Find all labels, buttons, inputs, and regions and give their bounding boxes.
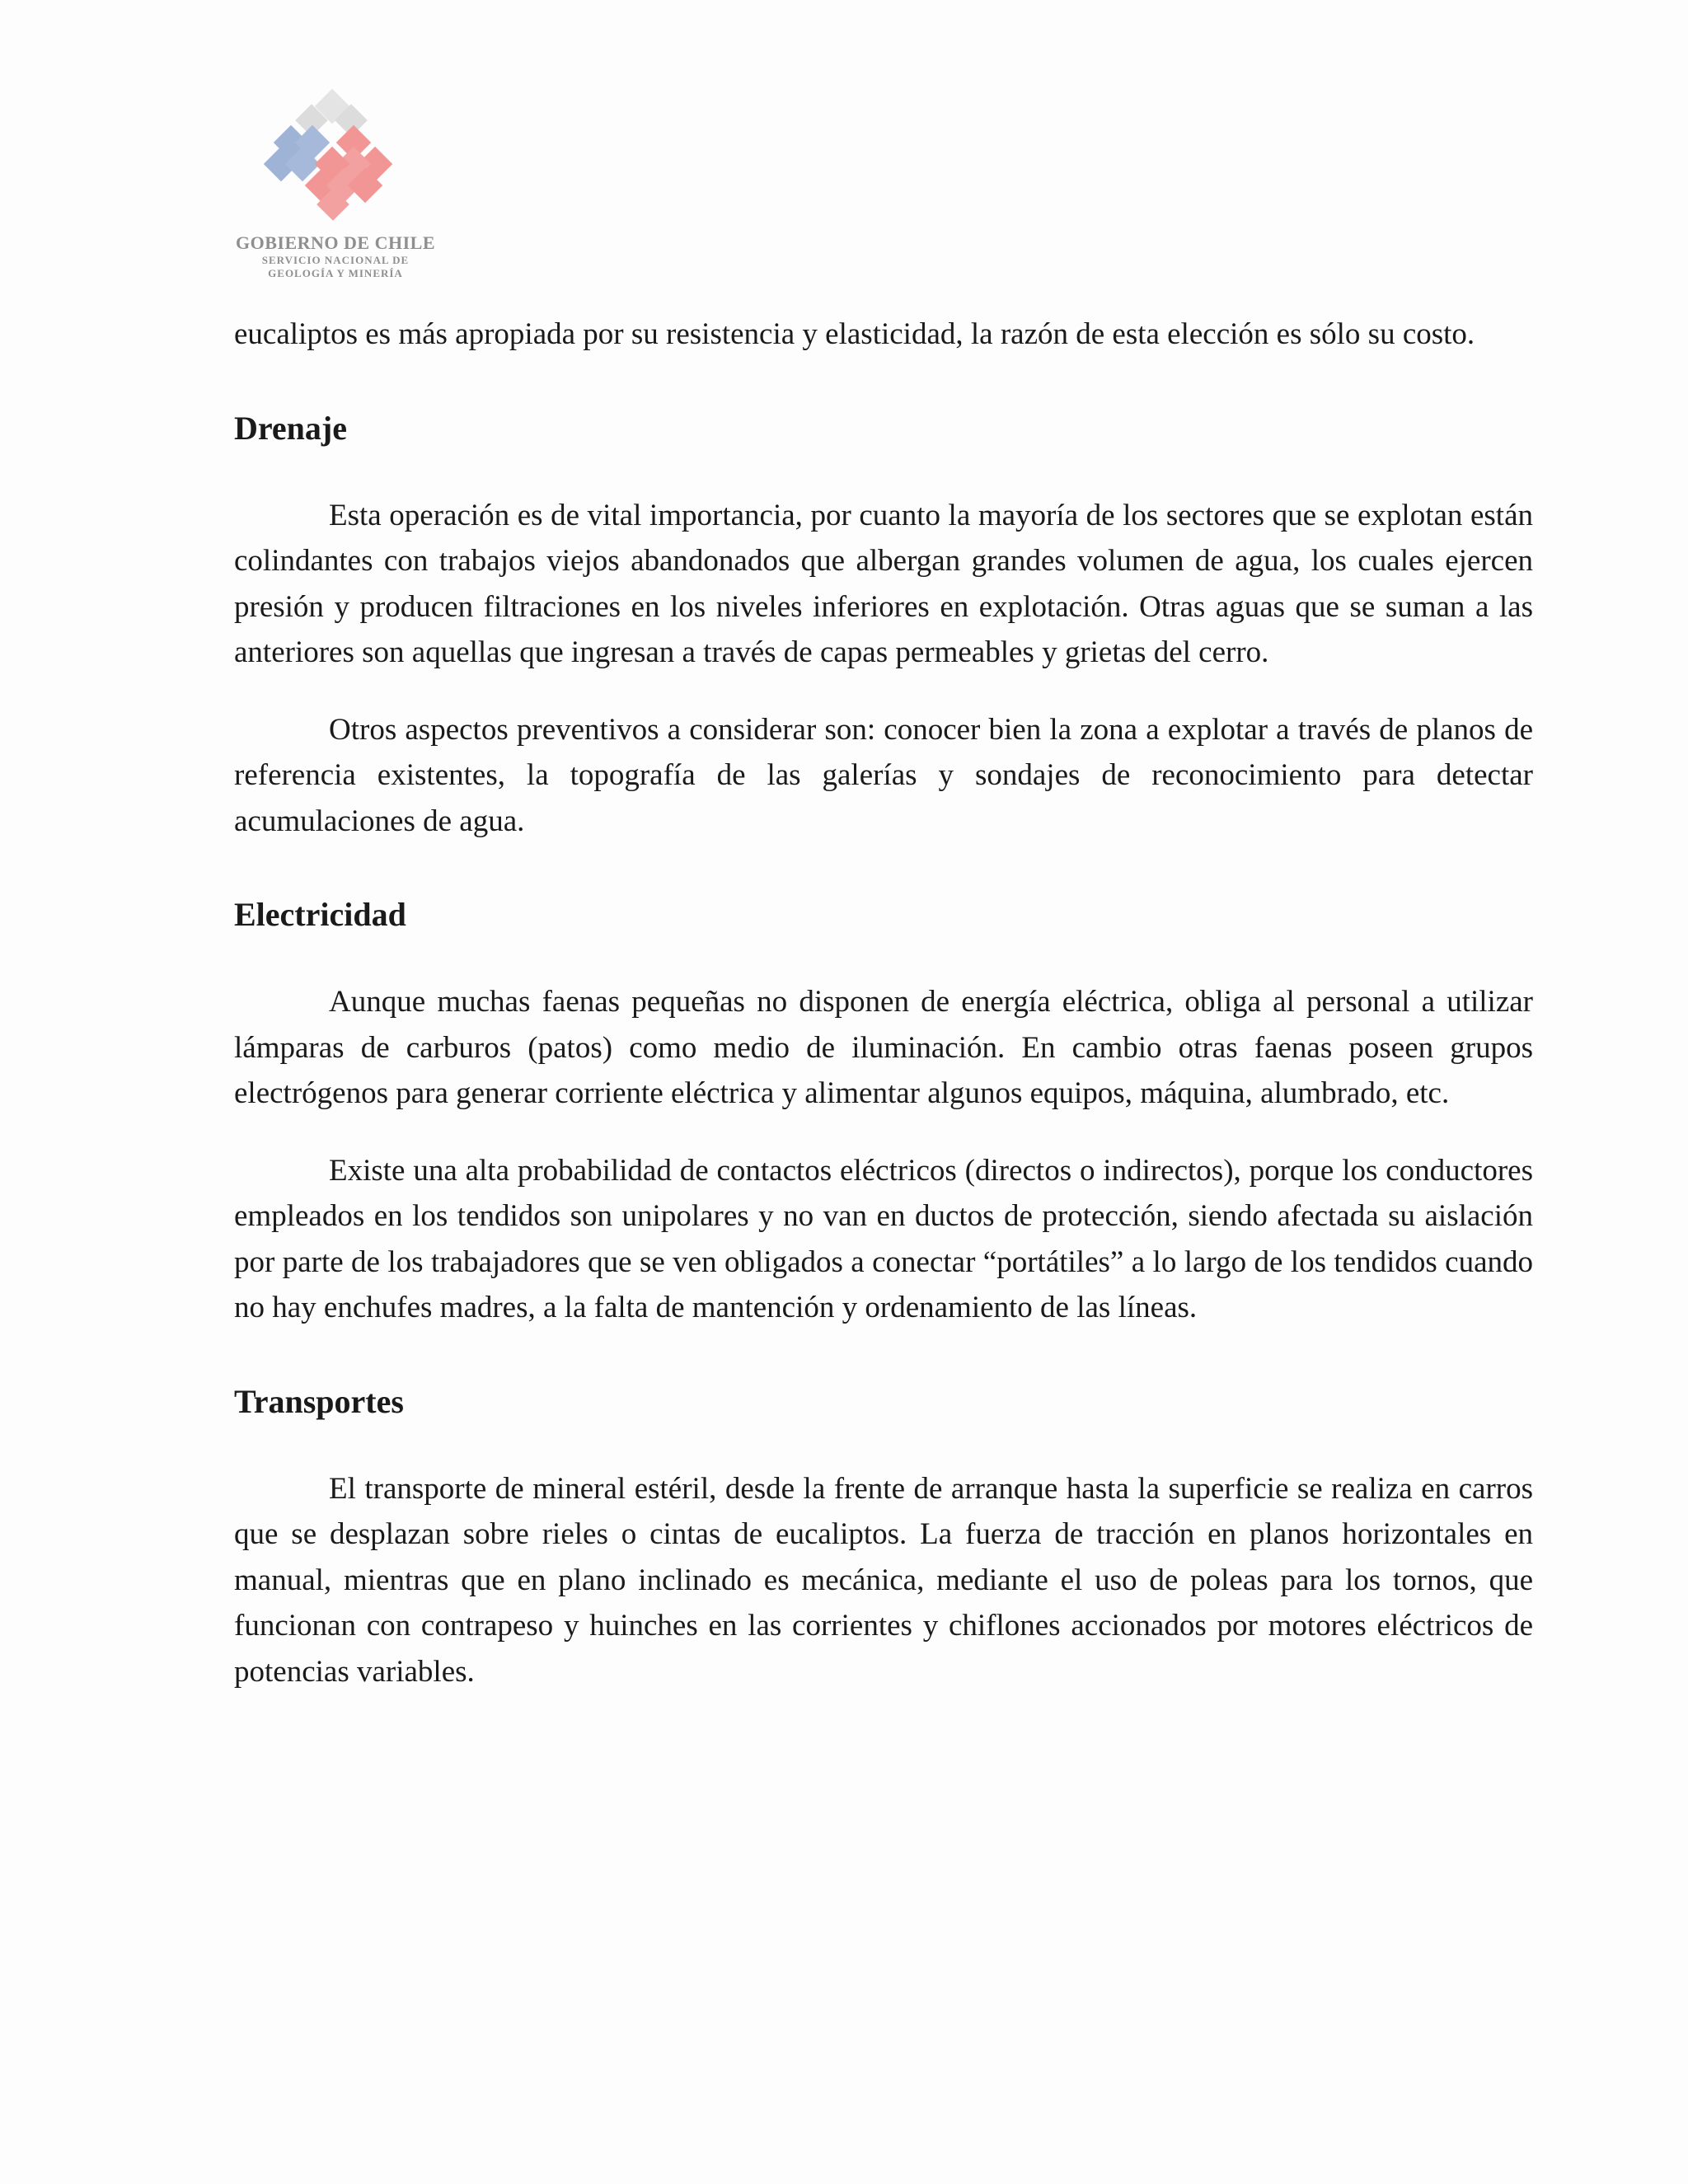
logo-subtitle-1: SERVICIO NACIONAL DE	[261, 254, 410, 266]
heading-electricidad: Electricidad	[234, 896, 406, 933]
heading-drenaje: Drenaje	[234, 409, 347, 447]
paragraph: Existe una alta probabilidad de contactos eléctricos (directos o indirectos), porque los conductores empleados en los tendidos son unipolares y no van en ductos de protección, siendo afectada su aislación por parte de los trabajadores que se ven obligados a conectar “portátiles” a lo largo de los tendidos cuando no hay enchufes madres, a la falta de mantención y ordenamiento de las líneas.	[234, 1153, 1533, 1324]
logo-emblem-icon	[262, 89, 402, 229]
logo-title: GOBIERNO DE CHILE	[236, 232, 435, 253]
paragraph: El transporte de mineral estéril, desde la frente de arranque hasta la superficie se realiza en carros que se desplazan sobre rieles o cintas de eucaliptos. La fuerza de tracción en planos horizontales en manual, mientras que en plano inclinado es mecánica, mediante el uso de poleas para los tornos, que funcionan con contrapeso y huinches en las corrientes y chiflones accionados por motores eléctricos de potencias variables.	[234, 1471, 1533, 1689]
document-body	[234, 312, 1533, 1694]
sernageomin-logo	[232, 89, 438, 287]
paragraph: Otros aspectos preventivos a considerar son: conocer bien la zona a explotar a través de planos de referencia existentes, la topografía de las galerías y sondajes de reconocimiento para detectar acumulaciones de agua.	[234, 712, 1533, 838]
intro-paragraph: eucaliptos es más apropiada por su resistencia y elasticidad, la razón de esta elección es sólo su costo.	[234, 317, 1475, 351]
logo-subtitle-2: GEOLOGÍA Y MINERÍA	[268, 267, 403, 279]
paragraph: Esta operación es de vital importancia, por cuanto la mayoría de los sectores que se explotan están colindantes con trabajos viejos abandonados que albergan grandes volumen de agua, los cuales ejercen presión y producen filtraciones en los niveles inferiores en explotación. Otras aguas que se suman a las anteriores son aquellas que ingresan a través de capas permeables y grietas del cerro.	[234, 498, 1533, 669]
paragraph: Aunque muchas faenas pequeñas no disponen de energía eléctrica, obliga al personal a utilizar lámparas de carburos (patos) como medio de iluminación. En cambio otras faenas poseen grupos electrógenos para generar corriente eléctrica y alimentar algunos equipos, máquina, alumbrado, etc.	[234, 985, 1533, 1110]
heading-transportes: Transportes	[234, 1382, 404, 1420]
